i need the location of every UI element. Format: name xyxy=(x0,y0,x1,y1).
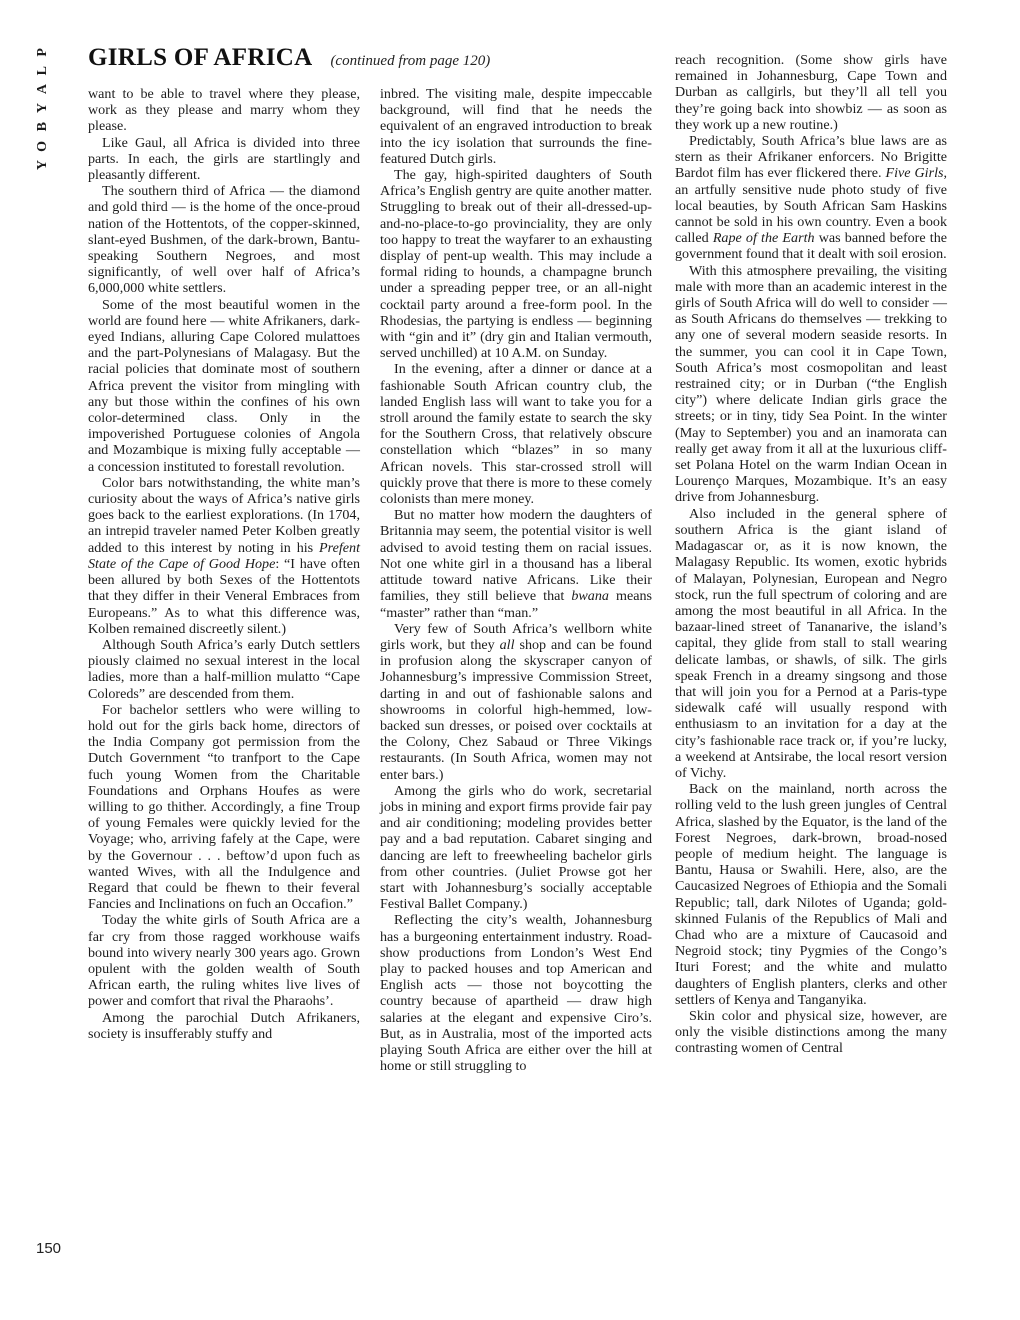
italic-text: Five Girls xyxy=(885,165,944,182)
logo-letter: B xyxy=(35,122,50,132)
paragraph: In the evening, after a dinner or dance at a fashionable South African country club, the landed English lass will want to take you for a stroll around the family estate to search the sky for the Southern Cross, that relatively obscure constellation which “blazes” in so many African novels. This star-crossed stroll will quickly prove that there is more to these comely colonists than mere money. xyxy=(380,361,652,508)
text-column-2 xyxy=(380,86,652,1074)
article-title: GIRLS OF AFRICA xyxy=(88,44,313,71)
paragraph: Today the white girls of South Africa are a far cry from those ragged workhouse waifs bound into wivery nearly 300 years ago. Grown opulent with the golden wealth of South African earth, the ruling whites live lives of power and comfort that rival the Pharaohs’. xyxy=(88,912,360,1010)
logo-letter: O xyxy=(35,140,50,152)
paragraph: Among the parochial Dutch Afrikaners, society is insufferably stuffy and xyxy=(88,1009,360,1042)
logo-letter: P xyxy=(35,48,50,57)
italic-text: Prefent State of the Cape of Good Hope xyxy=(88,539,360,572)
paragraph: reach recognition. (Some show girls have remained in Johannesburg, Cape Town and Durban as callgirls, but they’ll all tell you they’re going back into showbiz — as soon as they work up a new routine.) xyxy=(675,52,947,133)
italic-text: all xyxy=(499,636,515,653)
text-column-1 xyxy=(88,86,360,1042)
paragraph: Skin color and physical size, however, are only the visible distinctions among the many contrasting women of Central xyxy=(675,1007,947,1057)
paragraph: Back on the mainland, north across the rolling veld to the lush green jungles of Central Africa, slashed by the Equator, is the land of the Forest Negroes, dark-brown, broad-nosed people of medium height. The language is Bantu, Hausa or Swahili. Here, also, are the Caucasized Negroes of Ethiopia and the Somali Republic; tall, dark Nilotes of Uganda; gold-skinned Fulanis of the Republics of Mali and Chad who are a mixture of Caucasoid and Negroid stock; tiny Pygmies of the Congo’s Ituri Forest; and the white and mulatto daughters of English planters, clerks and other settlers of Kenya and Tanganyika. xyxy=(675,781,947,1008)
paragraph: The gay, high-spirited daughters of South Africa’s English gentry are quite another matter. Struggling to break out of their all-dressed-up-and-no-place-to-go provinciality, they are only too happy to treat the wayfarer to an exhausting display of pent-up wealth. This may include a formal riding to hounds, a champagne brunch under a spreading pepper tree, or an all-night cocktail party around a free-form pool. In the Rhodesias, the partying is endless — beginning with “gin and it” (dry gin and Italian vermouth, served unchilled) at 10 A.M. on Sunday. xyxy=(380,167,652,362)
magazine-logo xyxy=(32,48,54,180)
paragraph: With this atmosphere prevailing, the visiting male with more than an academic interest in the girls of South Africa will do well to consider — as South Africans do themselves — trekking to any one of several modern seaside resorts. In the summer, you can cool it in Cape Town, South Africa’s most cosmopolitan and least restrained city; or in Durban (“the English city”) where delicate Indian girls grace the streets; or in tiny, tidy Sea Point. In the winter (May to September) you and an inamorata can really get away from it all at the luxurious cliff-set Polana Hotel on the warm Indian Ocean in Lourenço Marques, Mozambique. It’s an easy drive from Johannesburg. xyxy=(675,262,947,506)
logo-letter: Y xyxy=(35,160,50,171)
paragraph: Although South Africa’s early Dutch settlers piously claimed no sexual interest in the local ladies, more than a half-million mulatto “Cape Coloreds” are descended from them. xyxy=(88,636,360,702)
paragraph: Among the girls who do work, secretarial jobs in mining and export firms provide fair pay and air conditioning; modeling provides better pay and a bad reputation. Cabaret singing and dancing are left to freewheeling bachelor girls from other countries. (Juliet Prowse got her start with Johannesburg’s socially acceptable Festival Ballet Company.) xyxy=(380,782,652,913)
paragraph: The southern third of Africa — the diamond and gold third — is the home of the once-proud nation of the Hottentots, of the copper-skinned, slant-eyed Bushmen, of the dark-brown, Bantu-speaking Southern Negroes, and most significantly, of well over half of Africa’s 6,000,000 white settlers. xyxy=(88,183,360,297)
paragraph: For bachelor settlers who were willing to hold out for the girls back home, directors of the India Company got permission from the Dutch Government “to tranfport to the Cape fuch young Women from the Charitable Foundations and Orphans Houfes as were willing to go thither. Accordingly, a fine Troup of young Females were quickly levied for the Voyage; who, arriving fafely at the Cape, were by the Governour . . . beftow’d upon fuch as wanted Wives, with all the Indulgence and Regard that could be fhewn to their feveral Fancies and Inclinations on fuch an Occafion.” xyxy=(88,701,360,913)
continued-note: (continued from page 120) xyxy=(330,53,491,69)
logo-letter: L xyxy=(35,65,50,75)
paragraph: inbred. The visiting male, despite impeccable background, will find that he needs the equivalent of an engraved introduction to break into the icy isolation that surrounds the fine-featured Dutch girls. xyxy=(380,86,652,167)
paragraph: Reflecting the city’s wealth, Johannesburg has a burgeoning entertainment industry. Road-show productions from London’s West End play to packed houses and top American and English acts — those not boycotting the country because of apartheid — draw high salaries at the elegant and expensive Ciro’s. But, as in Australia, most of the imported acts playing South Africa are either over the hill at home or still struggling to xyxy=(380,912,652,1075)
paragraph: Color bars notwithstanding, the white man’s curiosity about the ways of Africa’s native girls goes back to the earliest explorations. (In 1704, an intrepid traveler named Peter Kolben greatly added to this interest by noting in his Prefent State of the Cape of Good Hope: “I have often been allured by both Sexes of the Hottentots that they differ in their Veneral Embraces from Europeans.” As to what this difference was, Kolben remained discreetly silent.) xyxy=(88,474,361,637)
logo-letter: A xyxy=(35,83,50,95)
italic-text: bwana xyxy=(571,588,609,605)
paragraph: Also included in the general sphere of southern Africa is the giant island of Madagascar or, as it is now known, the Malagasy Republic. Its women, exotic hybrids of Malayan, Polynesian, European and Negro stock, run the full spectrum of coloring and are among the most beautiful in all Africa. In the bazaar-lined street of Tananarive, the island’s capital, they glide from stall to stall wearing delicate lambas, or shawls, of silk. The girls speak French in a dreamy singsong and those that will join you for a Pernod at a Paris-type sidewalk café will usually respond with enthusiasm to an invitation for a day at the city’s fashionable race track or, if you’re lucky, a weekend at Antsirabe, the local resort version of Vichy. xyxy=(675,505,947,781)
text-column-3 xyxy=(675,52,947,1057)
paragraph: want to be able to travel where they please, work as they please and marry whom they please. xyxy=(88,86,360,135)
page-number: 150 xyxy=(36,1240,62,1257)
paragraph: Predictably, South Africa’s blue laws are as stern as their Afrikaner enforcers. No Brigitte Bardot film has ever flickered there. Five Girls, an artfully sensitive nude photo study of five local beauties, by South African Sam Haskins cannot be sold in his own country. Even a book called Rape of the Earth was banned before the government found that it dealt with soil erosion. xyxy=(675,133,948,263)
logo-letter: Y xyxy=(35,103,50,114)
paragraph: Like Gaul, all Africa is divided into three parts. In each, the girls are startlingly and pleasantly different. xyxy=(88,134,360,184)
article-header xyxy=(88,44,490,78)
italic-text: Rape of the Earth xyxy=(712,230,815,247)
paragraph: Some of the most beautiful women in the world are found here — white Afrikaners, dark-eyed Indians, alluring Cape Colored mulattoes and the part-Polynesians of Malagasy. But the racial policies that dominate most of southern Africa prevent the visitor from mingling with any but those within the confines of his own color-determined class. Only in the impoverished Portuguese colonies of Angola and Mozambique is mixing fully acceptable — a concession instituted to forestall revolution. xyxy=(88,296,360,475)
paragraph: Very few of South Africa’s wellborn white girls work, but they all shop and can be found in profusion along the skyscraper canyon of Johannesburg’s impressive Commission Street, darting in and out of fashionable salons and showrooms in colorful high-hemmed, low-backed sun dresses, or poised over cocktails at the Colony, Chez Sabaud or Three Vikings restaurants. (In South Africa, women may not enter bars.) xyxy=(380,620,652,783)
paragraph: But no matter how modern the daughters of Britannia may seem, the potential visitor is well advised to avoid testing them on racial issues. Not one white girl in a thousand has a liberal attitude toward native Africans. Like their families, they still believe that bwana means “master” rather than “man.” xyxy=(380,507,652,621)
